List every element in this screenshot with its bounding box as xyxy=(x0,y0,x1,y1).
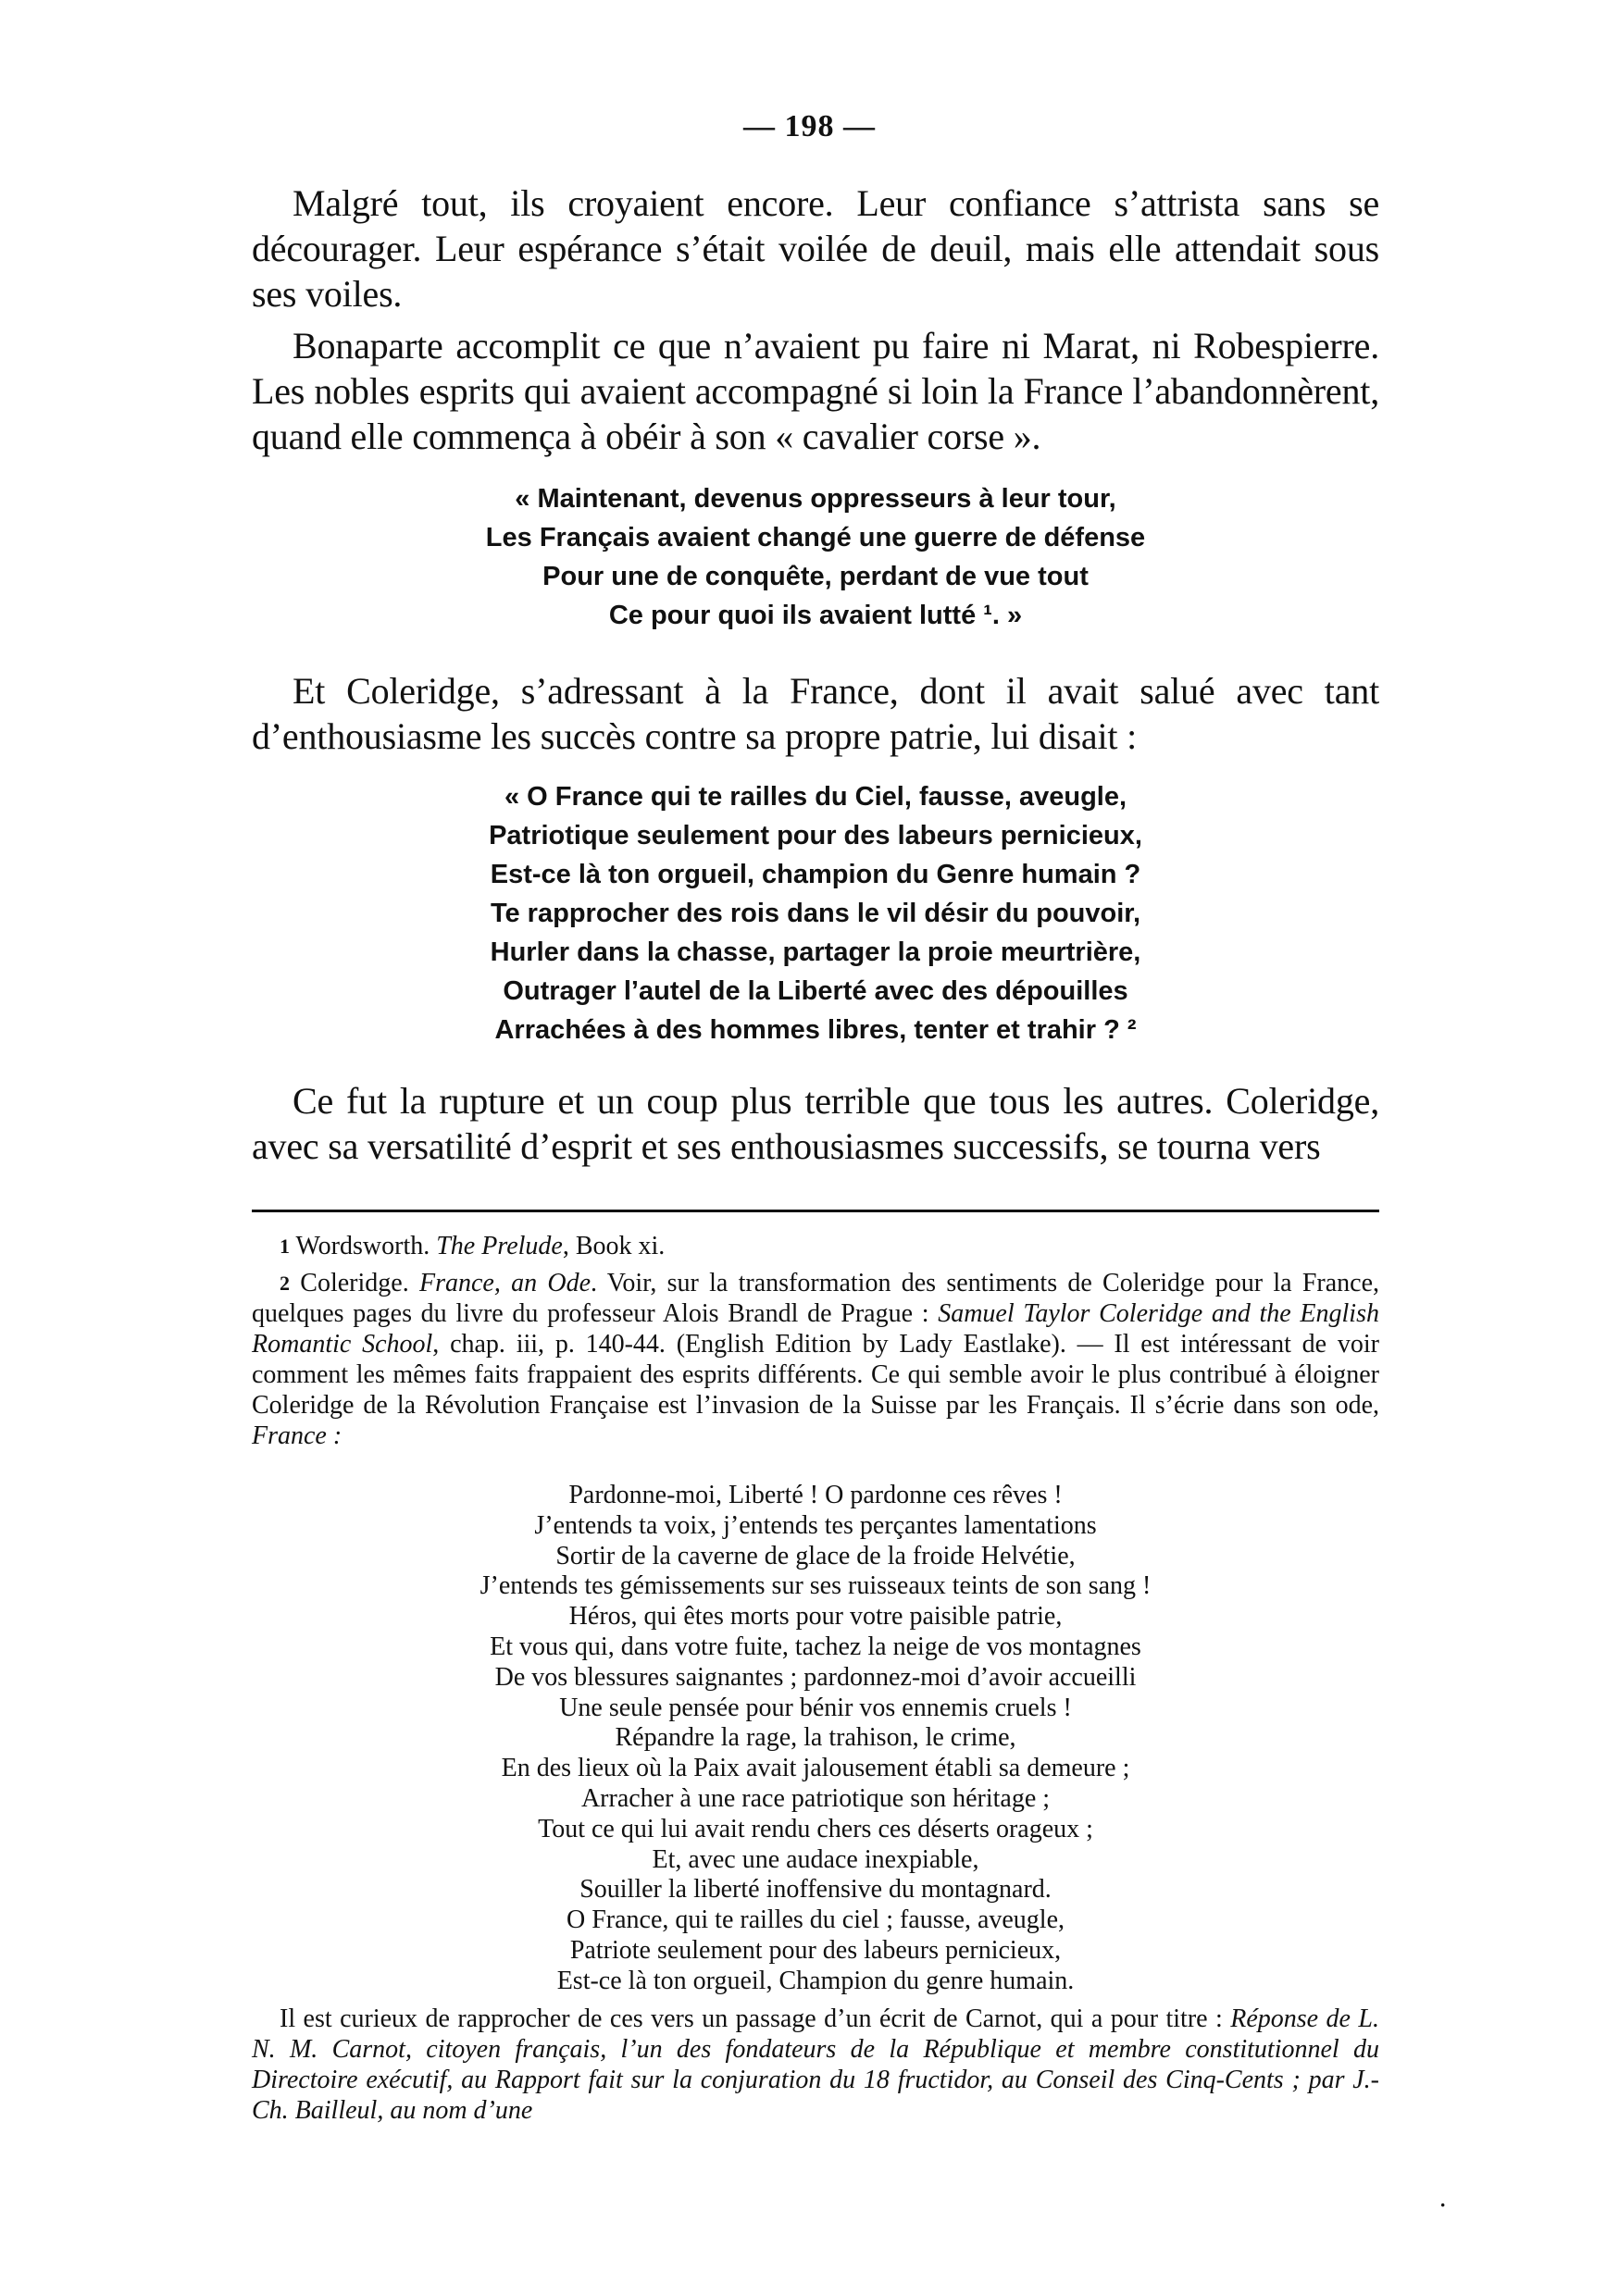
footnote-poem xyxy=(252,1481,1379,1997)
footnote-poem-line: J’entends tes gémissements sur ses ruisseaux teints de son sang ! xyxy=(479,1571,1152,1601)
paragraph-4: Ce fut la rupture et un coup plus terrible que tous les autres. Coleridge, avec sa versatilité d’esprit et ses enthousiasmes successifs, se tourna vers xyxy=(252,1080,1379,1167)
quote-line: « O France qui te railles du Ciel, fausse, aveugle, xyxy=(504,782,1127,812)
footnote-poem-line: Tout ce qui lui avait rendu chers ces déserts orageux ; xyxy=(538,1814,1093,1843)
quote-line: Hurler dans la chasse, partager la proie meurtrière, xyxy=(490,937,1141,967)
footnote-poem-line: Souiller la liberté inoffensive du montagnard. xyxy=(579,1875,1052,1905)
footnote-poem-line: Patriote seulement pour des labeurs pernicieux, xyxy=(569,1935,1062,1965)
page-number: — 198 — xyxy=(743,109,876,143)
footnote-text: Wordsworth. xyxy=(295,1232,437,1260)
quote-line: « Maintenant, devenus oppresseurs à leur tour, xyxy=(515,484,1116,514)
footnote-poem-line: De vos blessures saignantes ; pardonnez-moi d’avoir accueilli xyxy=(494,1662,1137,1692)
footnote-text: , Book xi. xyxy=(562,1232,666,1260)
footnote-work-title: Réponse de L. N. M. Carnot, citoyen français, l’un des fondateurs de la République et membre constitutionnel du Directoire exécutif, au Rapport fait sur la conjuration du 18 fructidor, au Conseil des Cinq-Cents ; par J.-Ch. Bailleul, au nom d’une xyxy=(252,2004,1379,2125)
footnote-number: 1 xyxy=(280,1235,290,1258)
footnote-poem-line: Une seule pensée pour bénir vos ennemis cruels ! xyxy=(559,1693,1072,1722)
footnote-text: , chap. iii, p. 140-44. (English Edition by Lady Eastlake). — Il est intéressant de voir comment les mêmes faits frappaient des esprits différents. Ce qui semble avoir le plus contribué à éloigner Coleridge de la Révolution Française est l’invasion de la Suisse par les Français. Il s’écrie dans son ode, xyxy=(252,1330,1379,1420)
footnote-title: The Prelude xyxy=(436,1232,563,1260)
footnote-poem-line: Pardonne-moi, Liberté ! O pardonne ces rêves ! xyxy=(568,1481,1063,1509)
print-speck-mark: · xyxy=(1439,2193,1447,2216)
footnote-separator xyxy=(252,1210,1379,1212)
footnote-title: France, an Ode xyxy=(418,1269,592,1297)
footnote-ode-title: France : xyxy=(252,1421,342,1450)
quote-line: Les Français avaient changé une guerre de défense xyxy=(485,523,1146,552)
quote-wordsworth xyxy=(252,479,1379,635)
footnote-2 xyxy=(252,1268,1379,1451)
quote-line: Patriotique seulement pour des labeurs pernicieux, xyxy=(489,821,1142,850)
footnote-poem-line: Et vous qui, dans votre fuite, tachez la neige de vos montagnes xyxy=(490,1632,1141,1661)
footnote-book-title: Samuel Taylor Coleridge and the English Romantic School xyxy=(252,1299,1379,1359)
footnote-continuation xyxy=(252,2004,1379,2126)
paragraph-2: Bonaparte accomplit ce que n’avaient pu faire ni Marat, ni Robespierre. Les nobles esprits qui avaient accompagné si loin la France l’abandonnèrent, quand elle commença à obéir à son « cavalier corse ». xyxy=(252,325,1379,457)
quote-line: Te rapprocher des rois dans le vil désir du pouvoir, xyxy=(490,899,1141,928)
footnote-poem-line: Et, avec une audace inexpiable, xyxy=(652,1844,979,1874)
quote-line: Est-ce là ton orgueil, champion du Genre humain ? xyxy=(490,860,1141,889)
footnote-text: . Voir, sur la transformation des sentiments de Coleridge pour la France, quelques pages du livre du professeur Alois Brandl de Prague : xyxy=(252,1269,1379,1328)
footnote-poem-line: O France, qui te railles du ciel ; fausse, aveugle, xyxy=(566,1905,1065,1935)
footnote-1 xyxy=(252,1231,1379,1261)
footnote-number: 2 xyxy=(280,1272,290,1295)
quote-line: Ce pour quoi ils avaient lutté ¹. » xyxy=(608,601,1023,630)
paragraph-1: Malgré tout, ils croyaient encore. Leur confiance s’attrista sans se décourager. Leur espérance s’était voilée de deuil, mais elle attendait sous ses voiles. xyxy=(252,182,1379,315)
footnote-poem-line: En des lieux où la Paix avait jalousement établi sa demeure ; xyxy=(501,1754,1130,1783)
paragraph-3: Et Coleridge, s’adressant à la France, dont il avait salué avec tant d’enthousiasme les succès contre sa propre patrie, lui disait : xyxy=(252,670,1379,757)
footnote-text: Il est curieux de rapprocher de ces vers un passage d’un écrit de Carnot, qui a pour titre : xyxy=(280,2004,1231,2033)
footnote-poem-line: Est-ce là ton orgueil, Champion du genre humain. xyxy=(556,1966,1075,1995)
footnote-text: Coleridge. xyxy=(300,1269,419,1297)
footnote-poem-line: J’entends ta voix, j’entends tes perçantes lamentations xyxy=(534,1510,1097,1540)
footnote-poem-line: Sortir de la caverne de glace de la froide Helvétie, xyxy=(555,1541,1076,1570)
quote-coleridge xyxy=(252,777,1379,1049)
quote-line: Pour une de conquête, perdant de vue tout xyxy=(542,562,1089,591)
footnote-poem-line: Arracher à une race patriotique son héritage ; xyxy=(580,1783,1051,1813)
quote-line: Outrager l’autel de la Liberté avec des dépouilles xyxy=(503,976,1128,1006)
quote-line: Arrachées à des hommes libres, tenter et trahir ? ² xyxy=(494,1015,1137,1045)
footnote-poem-line: Répandre la rage, la trahison, le crime, xyxy=(615,1723,1016,1753)
footnote-poem-line: Héros, qui êtes morts pour votre paisible patrie, xyxy=(568,1602,1063,1632)
